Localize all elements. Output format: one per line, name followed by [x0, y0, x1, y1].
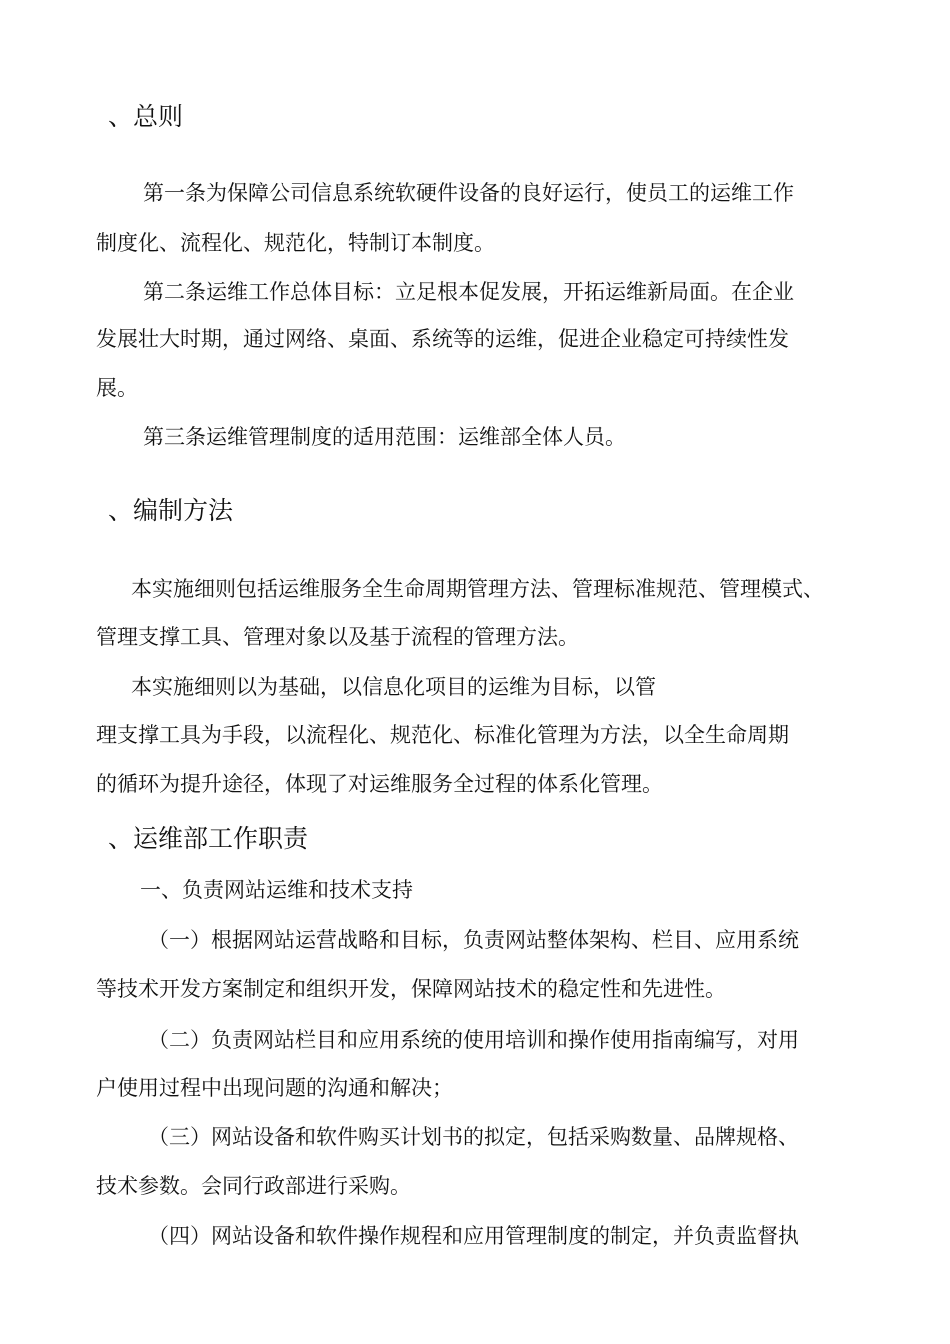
method-para2-line3: 的循环为提升途径，体现了对运维服务全过程的体系化管理。 — [96, 772, 663, 796]
method-para1-line2: 管理支撑工具、管理对象以及基于流程的管理方法。 — [96, 625, 579, 649]
article3-line1: 第三条运维管理制度的适用范围：运维部全体人员。 — [143, 425, 626, 449]
duty-item1-line2: 等技术开发方案制定和组织开发，保障网站技术的稳定性和先进性。 — [96, 977, 726, 1001]
method-para2-line2: 理支撑工具为手段，以流程化、规范化、标准化管理为方法，以全生命周期 — [96, 723, 789, 747]
article2-line3: 展。 — [96, 376, 138, 400]
section-heading-general: 、总则 — [108, 102, 184, 131]
section-heading-method: 、编制方法 — [108, 496, 234, 525]
duty-item2-line1: （二）负责网站栏目和应用系统的使用培训和操作使用指南编写，对用 — [148, 1028, 799, 1052]
article1-line2: 制度化、流程化、规范化，特制订本制度。 — [96, 231, 495, 255]
duty-item3-line1: （三）网站设备和软件购买计划书的拟定，包括采购数量、品牌规格、 — [148, 1125, 799, 1149]
duty-item4-line1: （四）网站设备和软件操作规程和应用管理制度的制定，并负责监督执 — [148, 1224, 799, 1248]
section-heading-duties: 、运维部工作职责 — [108, 824, 309, 853]
method-para2-line1: 本实施细则以为基础，以信息化项目的运维为目标，以管 — [131, 675, 656, 699]
method-para1-line1: 本实施细则包括运维服务全生命周期管理方法、管理标准规范、管理模式、 — [131, 577, 824, 601]
article2-line1: 第二条运维工作总体目标：立足根本促发展，开拓运维新局面。在企业 — [143, 280, 794, 304]
article1-line1: 第一条为保障公司信息系统软硬件设备的良好运行，使员工的运维工作 — [143, 181, 794, 205]
duty-item3-line2: 技术参数。会同行政部进行采购。 — [96, 1174, 411, 1198]
duties-subheading: 一、负责网站运维和技术支持 — [140, 878, 413, 902]
duty-item1-line1: （一）根据网站运营战略和目标，负责网站整体架构、栏目、应用系统 — [148, 928, 799, 952]
duty-item2-line2: 户使用过程中出现问题的沟通和解决； — [96, 1076, 453, 1100]
article2-line2: 发展壮大时期，通过网络、桌面、系统等的运维，促进企业稳定可持续性发 — [96, 327, 789, 351]
